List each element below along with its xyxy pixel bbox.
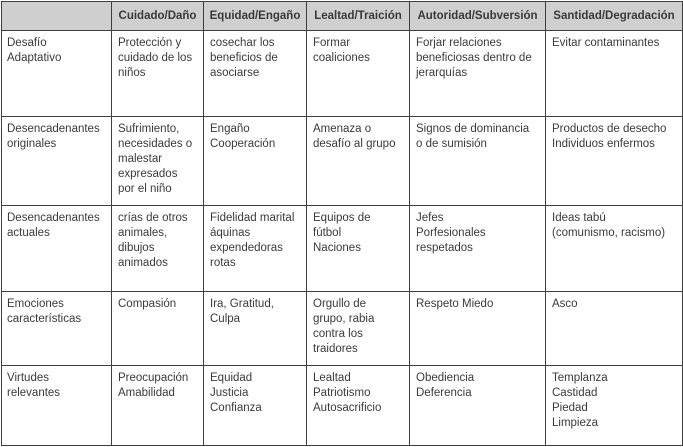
cell-text-line: Ideas tabú <box>552 211 606 224</box>
cell-text-line: Protección y <box>118 37 182 49</box>
cell-text-line: Cooperación <box>210 138 276 151</box>
cell-desencadenantes-originales-lealtad <box>307 117 410 205</box>
cell-text-line: Culpa <box>210 312 241 325</box>
cell-text-line: Formar <box>313 37 351 49</box>
cell-text-line: Evitar contaminantes <box>552 37 660 49</box>
cell-text-line: Limpieza <box>552 417 599 430</box>
cell-text-line: Orgullo de <box>313 297 367 310</box>
table-row-virtudes-relevantes <box>2 366 683 446</box>
row-label-line: Emociones <box>7 297 64 310</box>
cell-text-line: Justicia <box>210 387 249 400</box>
table-header-row <box>2 2 683 31</box>
table-row-desencadenantes-actuales <box>2 205 683 291</box>
cell-text-line: desafío al grupo <box>313 138 396 151</box>
cell-text-line: Obediencia <box>416 372 475 385</box>
header-corner-cell <box>2 2 112 31</box>
cell-text-line: Productos de desecho <box>552 123 667 136</box>
moral-foundations-table <box>1 1 683 446</box>
cell-text-line: expresados <box>118 168 178 181</box>
cell-text-line: cosechar los <box>210 37 275 49</box>
row-label-virtudes-relevantes <box>2 366 112 446</box>
row-label-line: Desencadenantes <box>7 123 100 136</box>
row-label-desencadenantes-actuales <box>2 205 112 291</box>
cell-virtudes-relevantes-cuidado <box>112 366 204 446</box>
row-label-desafio-adaptativo <box>2 31 112 117</box>
cell-text-line: Fidelidad marital <box>210 211 295 224</box>
cell-text-line: animales, <box>118 226 168 239</box>
cell-desafio-adaptativo-santidad <box>546 31 683 117</box>
cell-text-line: Equidad <box>210 372 253 385</box>
row-label-line: actuales <box>7 226 50 239</box>
cell-desencadenantes-actuales-equidad <box>204 205 307 291</box>
cell-text-line: Equipos de <box>313 211 371 224</box>
cell-text-line: Ira, Gratitud, <box>210 297 274 310</box>
row-label-line: Desafío <box>7 37 47 49</box>
cell-text-line: Amabilidad <box>118 387 175 400</box>
row-label-desencadenantes-originales <box>2 117 112 205</box>
row-label-line: Adaptativo <box>7 52 62 64</box>
cell-text-line: Asco <box>552 297 578 310</box>
cell-virtudes-relevantes-equidad <box>204 366 307 446</box>
cell-emociones-caracteristicas-lealtad <box>307 291 410 365</box>
column-header-equidad: Equidad/Engaño <box>204 2 307 31</box>
cell-emociones-caracteristicas-cuidado <box>112 291 204 365</box>
column-header-cuidado: Cuidado/Daño <box>112 2 204 31</box>
cell-text-line: Confianza <box>210 402 262 415</box>
cell-text-line: Respeto Miedo <box>416 297 494 310</box>
cell-virtudes-relevantes-lealtad <box>307 366 410 446</box>
cell-desencadenantes-actuales-lealtad <box>307 205 410 291</box>
cell-text-line: traidores <box>313 342 358 355</box>
cell-text-line: expendedoras <box>210 241 283 254</box>
cell-text-line: Templanza <box>552 372 608 385</box>
cell-desencadenantes-originales-cuidado <box>112 117 204 205</box>
table-row-emociones-caracteristicas <box>2 291 683 365</box>
cell-text-line: Lealtad <box>313 372 351 385</box>
cell-virtudes-relevantes-santidad <box>546 366 683 446</box>
cell-text-line: necesidades o <box>118 138 193 151</box>
row-label-line: Desencadenantes <box>7 211 100 224</box>
table-row-desafio-adaptativo <box>2 31 683 117</box>
cell-text-line: Castidad <box>552 387 598 400</box>
cell-emociones-caracteristicas-autoridad <box>410 291 546 365</box>
cell-text-line: rotas <box>210 256 236 269</box>
cell-text-line: coaliciones <box>313 52 370 64</box>
cell-text-line: beneficiosas dentro de <box>416 52 532 64</box>
cell-text-line: Jefes <box>416 211 444 224</box>
row-label-emociones-caracteristicas <box>2 291 112 365</box>
cell-text-line: grupo, rabia <box>313 312 375 325</box>
column-header-santidad: Santidad/Degradación <box>546 2 683 31</box>
cell-text-line: Compasión <box>118 297 177 310</box>
column-header-autoridad: Autoridad/Subversión <box>410 2 546 31</box>
cell-text-line: Naciones <box>313 241 361 254</box>
cell-desafio-adaptativo-cuidado <box>112 31 204 117</box>
cell-text-line: (comunismo, racismo) <box>552 226 666 239</box>
cell-text-line: contra los <box>313 327 363 340</box>
cell-text-line: Patriotismo <box>313 387 371 400</box>
cell-text-line: Individuos enfermos <box>552 138 655 151</box>
row-label-line: características <box>7 312 82 325</box>
cell-desencadenantes-actuales-autoridad <box>410 205 546 291</box>
cell-text-line: Porfesionales <box>416 226 486 239</box>
column-header-lealtad: Lealtad/Traición <box>307 2 410 31</box>
cell-text-line: Engaño <box>210 123 250 136</box>
table-row-desencadenantes-originales <box>2 117 683 205</box>
row-label-line: relevantes <box>7 387 61 400</box>
cell-desencadenantes-actuales-cuidado <box>112 205 204 291</box>
cell-desencadenantes-originales-santidad <box>546 117 683 205</box>
cell-text-line: cuidado de los <box>118 52 193 64</box>
cell-text-line: asociarse <box>210 67 260 79</box>
cell-text-line: dibujos <box>118 241 155 254</box>
cell-text-line: niños <box>118 67 146 79</box>
cell-desencadenantes-originales-equidad <box>204 117 307 205</box>
cell-text-line: respetados <box>416 241 473 254</box>
cell-text-line: fútbol <box>313 226 342 239</box>
cell-text-line: animados <box>118 256 168 269</box>
cell-text-line: áquinas <box>210 226 251 239</box>
cell-text-line: crías de otros <box>118 211 188 224</box>
cell-text-line: Preocupación <box>118 372 189 385</box>
row-label-line: Virtudes <box>7 372 49 385</box>
cell-desafio-adaptativo-lealtad <box>307 31 410 117</box>
cell-desafio-adaptativo-equidad <box>204 31 307 117</box>
cell-emociones-caracteristicas-equidad <box>204 291 307 365</box>
cell-text-line: Amenaza o <box>313 123 372 136</box>
cell-text-line: Signos de dominancia <box>416 123 530 136</box>
cell-desencadenantes-originales-autoridad <box>410 117 546 205</box>
cell-text-line: Deferencia <box>416 387 472 400</box>
cell-text-line: Autosacrificio <box>313 402 382 415</box>
cell-text-line: malestar <box>118 153 163 166</box>
cell-text-line: jerarquías <box>416 67 468 79</box>
cell-text-line: Forjar relaciones <box>416 37 502 49</box>
cell-desafio-adaptativo-autoridad <box>410 31 546 117</box>
cell-text-line: o de sumisión <box>416 138 487 151</box>
cell-virtudes-relevantes-autoridad <box>410 366 546 446</box>
cell-text-line: por el niño <box>118 183 172 196</box>
row-label-line: originales <box>7 138 57 151</box>
cell-emociones-caracteristicas-santidad <box>546 291 683 365</box>
cell-text-line: Piedad <box>552 402 588 415</box>
cell-text-line: beneficios de <box>210 52 278 64</box>
cell-text-line: Sufrimiento, <box>118 123 180 136</box>
cell-desencadenantes-actuales-santidad <box>546 205 683 291</box>
